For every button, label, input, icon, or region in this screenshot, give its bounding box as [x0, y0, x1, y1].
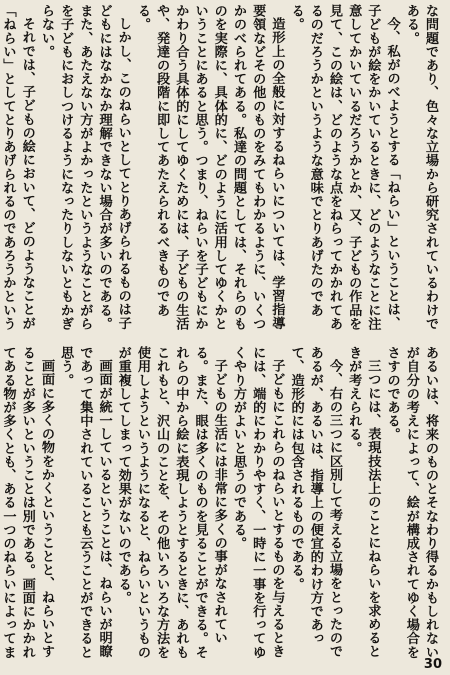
paragraph: 画面が統一しているということは、ねらいが明瞭であって集中されていることも云うことができると思う。 [58, 346, 112, 659]
paragraph: 子どもの生活には非常に多くの事がなされている。また、眼は多くのものを見ることができる。それらの中から絵に表現しようとするときに、あれもこれもと、沢山のことを、その他いろいろな方法を使用しようというようになると、ねらいというものが重複してしまって効果がないのである。 [115, 346, 227, 659]
paragraph: な問題であり、色々な立場から研究されているわけである。 [403, 4, 438, 331]
paragraph: 今、右の三つに区別して考える立場をとったのであるが、あるいは、指導上の便宜的わけ方であって、造形的には包含されるものである。 [288, 346, 342, 659]
paragraph: 今、私がのべようとする「ねらい」ということは、子どもが絵をかいているときに、どのようなことに注意してかいているだろうかとか、又、子どもの作品を見て、この絵は、どのような点をねらってかかれてあるのだろうかというような意味でとりあげたのである。 [288, 4, 400, 331]
paragraph: あるいは、将来のものとそなわり得るかもしれないが自分の考えによって、絵が構成されてゆく場合をさすのである。 [384, 346, 438, 659]
page-number: 30 [423, 657, 442, 672]
paragraph: しかし、このねらいとしてとりあげられるものは子どもにはなかなか理解できない場合が多いのである。また、あたえない方がよかったというようなことがらを子どもにおしつけるようになったりしないともかぎらない。 [38, 4, 131, 331]
paragraph: 子どもにこれらのねらいとするものを与えるときには、端的にわかりやすく、一時に一事を行ってゆくやり方がよいと思うのである。 [230, 346, 285, 659]
upper-text-block [0, 4, 440, 342]
paragraph: それでは、子どもの絵において、どのようなことが「ねらい」としてとりあげられるのであろうかという [0, 4, 35, 331]
lower-text-block [0, 346, 440, 668]
paragraph: 三つには、表現技法上のことにねらいを求めるときが考えられる。 [346, 346, 381, 659]
paragraph: 造形上の全般に対するねらいについては、学習指導要領などその他のものをみてもわかるように、いくつかのべられてある。私達の問題としては、それらのものを実際に、具体的に、どのように活用してゆくかということにあると思う。つまり、ねらいを子どもにかかわり合う具体的にしてゆくためには、子どもの生活や、発達の段階に即してあたえられるべきものである。 [134, 4, 285, 331]
paragraph: 画面に多くの物をかくということと、ねらいとすることが多いということは別である。画面にかかれてある物が多くとも、ある一つのねらいによってま [0, 346, 54, 659]
